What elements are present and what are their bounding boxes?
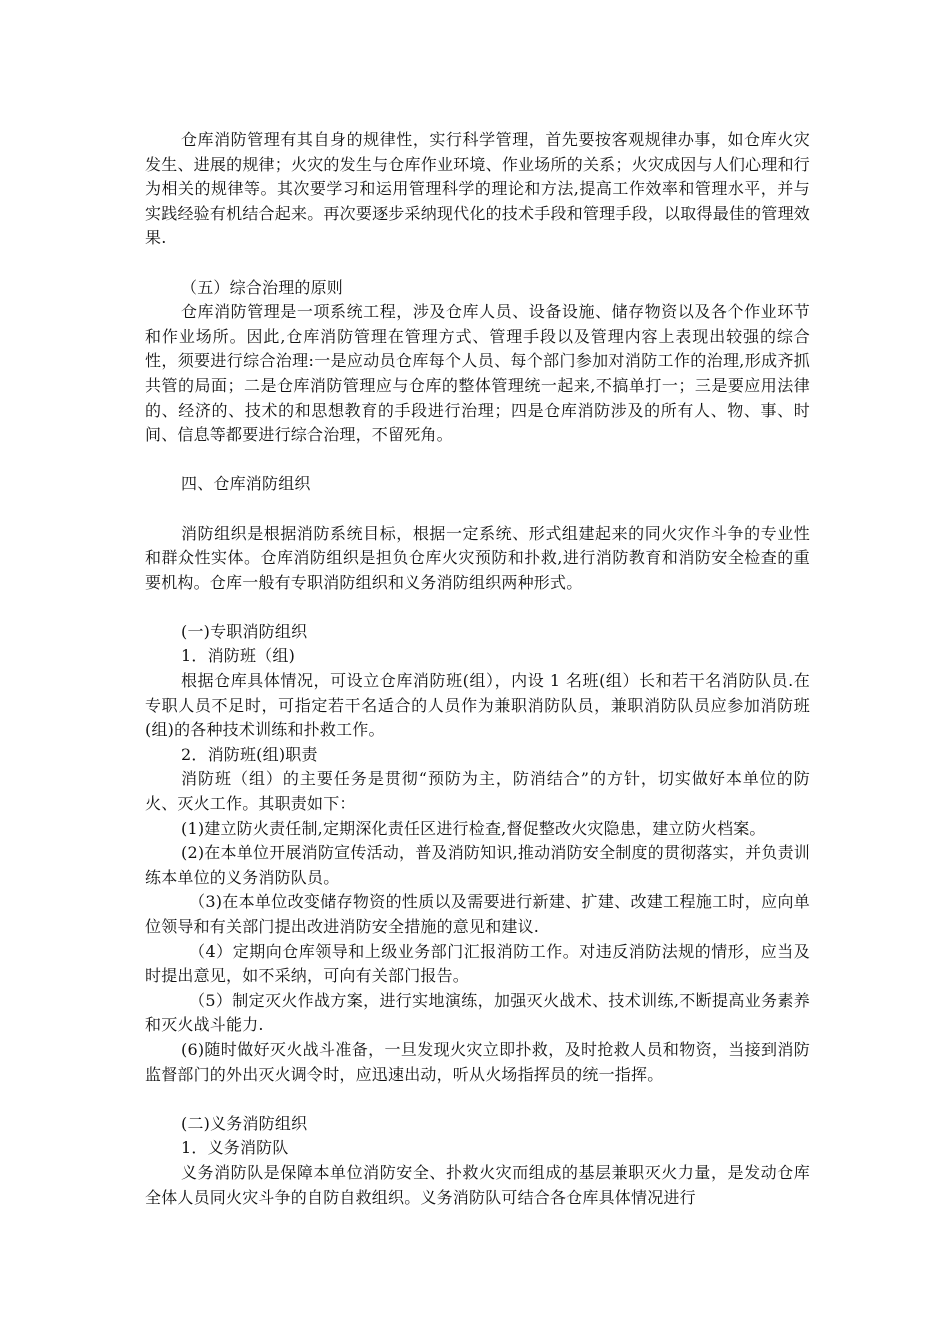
heading-fire-organization: 四、仓库消防组织 — [181, 474, 311, 494]
document-body — [145, 128, 810, 1210]
heading-squad-duties: 2．消防班(组)职责 — [181, 744, 318, 764]
heading-comprehensive-governance: （五）综合治理的原则 — [181, 277, 344, 297]
heading-professional-organization: (一)专职消防组织 — [181, 621, 308, 641]
spacer — [145, 595, 810, 620]
heading-volunteer-team: 1．义务消防队 — [181, 1138, 289, 1158]
paragraph-comprehensive-governance: 仓库消防管理是一项系统工程，涉及仓库人员、设备设施、储存物资以及各个作业环节和作业场所。因此,仓库消防管理在管理方式、管理手段以及管理内容上表现出较强的综合性，须要进行综合治理:一是应动员仓库每个人员、每个部门参加对消防工作的治理,形成齐抓共管的局面；二是仓库消防管理应与仓库的整体管理统一起来,不搞单打一；三是要应用法律的、经济的、技术的和思想教育的手段进行治理；四是仓库消防涉及的所有人、物、事、时间、信息等都要进行综合治理，不留死角。 — [145, 302, 810, 445]
heading-volunteer-organization: (二)义务消防组织 — [181, 1113, 308, 1133]
paragraph-management-rules: 仓库消防管理有其自身的规律性，实行科学管理，首先要按客观规律办事，如仓库火灾发生、进展的规律；火灾的发生与仓库作业环境、作业场所的关系；火灾成因与人们心理和行为相关的规律等。其次要学习和运用管理科学的理论和方法,提高工作效率和管理水平，并与实践经验有机结合起来。再次要逐步采纳现代化的技术手段和管理手段，以取得最佳的管理效果. — [145, 130, 810, 248]
duty-item-1: (1)建立防火责任制,定期深化责任区进行检查,督促整改火灾隐患，建立防火档案。 — [181, 818, 766, 838]
spacer — [145, 251, 810, 276]
paragraph-volunteer-team: 义务消防队是保障本单位消防安全、扑救火灾而组成的基层兼职灭火力量，是发动仓库全体人员同火灾斗争的自防自救组织。义务消防队可结合各仓库具体情况进行 — [145, 1162, 810, 1207]
heading-fire-squad: 1．消防班（组) — [181, 646, 296, 666]
spacer — [145, 497, 810, 522]
duty-item-5: （5）制定灭火作战方案，进行实地演练，加强灭火战术、技术训练,不断提高业务素养和灭火战斗能力. — [145, 990, 810, 1035]
paragraph-squad-duties: 消防班（组）的主要任务是贯彻“预防为主，防消结合”的方针，切实做好本单位的防火、灭火工作。其职责如下： — [145, 769, 810, 814]
duty-item-6: (6)随时做好灭火战斗准备，一旦发现火灾立即扑救，及时抢救人员和物资，当接到消防监督部门的外出灭火调令时，应迅速出动，听从火场指挥员的统一指挥。 — [145, 1039, 810, 1084]
spacer — [145, 1087, 810, 1112]
spacer — [145, 448, 810, 473]
paragraph-fire-squad: 根据仓库具体情况，可设立仓库消防班(组），内设 1 名班(组）长和若干名消防队员.在专职人员不足时，可指定若干名适合的人员作为兼职消防队员，兼职消防队员应参加消防班(组)的各种技术训练和扑救工作。 — [145, 671, 810, 740]
duty-item-4: （4）定期向仓库领导和上级业务部门汇报消防工作。对违反消防法规的情形，应当及时提出意见，如不采纳，可向有关部门报告。 — [145, 941, 810, 986]
duty-item-3: （3)在本单位改变储存物资的性质以及需要进行新建、扩建、改建工程施工时，应向单位领导和有关部门提出改进消防安全措施的意见和建议. — [145, 892, 810, 936]
duty-item-2: (2)在本单位开展消防宣传活动，普及消防知识,推动消防安全制度的贯彻落实，并负责训练本单位的义务消防队员。 — [145, 843, 810, 887]
paragraph-fire-organization: 消防组织是根据消防系统目标，根据一定系统、形式组建起来的同火灾作斗争的专业性和群众性实体。仓库消防组织是担负仓库火灾预防和扑救,进行消防教育和消防安全检查的重要机构。仓库一般有专职消防组织和义务消防组织两种形式。 — [145, 523, 810, 592]
